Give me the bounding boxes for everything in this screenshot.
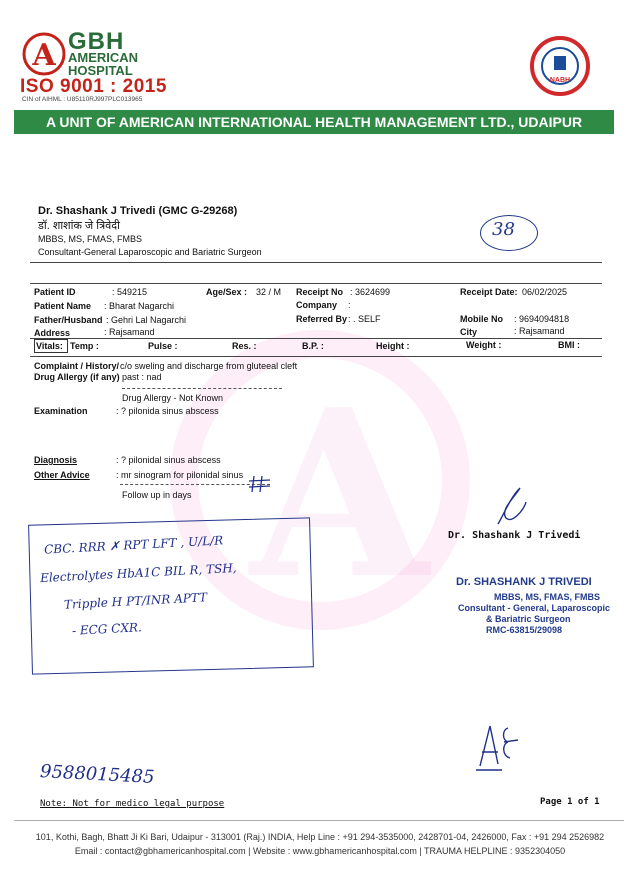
- address: : Rajsamand: [104, 327, 155, 337]
- stamp-designation-2: & Bariatric Surgeon: [486, 614, 571, 624]
- handwritten-line-4: - ECG CXR.: [71, 620, 143, 638]
- divider: [30, 356, 602, 357]
- hospital-logo-icon: [22, 30, 66, 78]
- doctor-name: Dr. Shashank J Trivedi (GMC G-29268): [38, 205, 238, 217]
- handwritten-number: 38: [492, 219, 515, 240]
- advice: : mr sinogram for pilonidal sinus: [116, 470, 244, 480]
- doctor-qualification: MBBS, MS, FMAS, FMBS: [38, 234, 143, 244]
- divider: [30, 262, 602, 263]
- dashed-divider: [122, 388, 282, 389]
- cin-number: CIN of AIHML : U85110RJ997PLC013965: [22, 96, 143, 103]
- handwritten-phone: 9588015485: [39, 761, 156, 788]
- handwritten-initial-icon: [472, 718, 528, 774]
- address-label: Address: [34, 328, 71, 338]
- agesex-label: Age/Sex :: [206, 287, 248, 297]
- vitals-height: Height :: [376, 341, 410, 351]
- city-label: City: [460, 327, 478, 337]
- signature-scribble-icon: [490, 484, 534, 530]
- stamp-designation: Consultant - General, Laparoscopic: [458, 603, 611, 613]
- vitals-bp: B.P. :: [302, 341, 324, 351]
- logo-hospital: HOSPITAL: [68, 63, 133, 78]
- svg-text:NABH: NABH: [549, 77, 571, 84]
- allergy-label: Drug Allergy (if any): [34, 372, 120, 382]
- referred-by: : . SELF: [348, 314, 381, 324]
- receipt-no-label: Receipt No: [296, 287, 344, 297]
- footer-address: 101, Kothi, Bagh, Bhatt Ji Ki Bari, Udaipur - 313001 (Raj.) INDIA, Help Line : +91 294-3535000, 2428701-04, 2426000, Fax : +91 294 2526982: [35, 832, 605, 842]
- advice-label: Other Advice: [34, 470, 90, 480]
- complaint: c/o sweling and discharge from gluteeal cleft: [120, 361, 298, 371]
- referred-label: Referred By: [296, 314, 348, 324]
- iso-certification: ISO 9001 : 2015: [20, 76, 167, 97]
- doctor-hindi-name: डॉ. शाशांक जे त्रिवेदी: [38, 220, 120, 232]
- doctor-signature-typed: Dr. Shashank J Trivedi: [448, 530, 581, 541]
- patient-id: : 549215: [112, 287, 148, 297]
- doctor-designation: Consultant-General Laparoscopic and Bariatric Surgeon: [38, 247, 262, 257]
- vitals-weight: Weight :: [466, 340, 502, 350]
- divider: [30, 338, 602, 339]
- company: :: [348, 300, 351, 310]
- divider: [30, 283, 602, 284]
- mobile-label: Mobile No: [460, 314, 503, 324]
- diagnosis-label: Diagnosis: [34, 455, 78, 465]
- banner: A UNIT OF AMERICAN INTERNATIONAL HEALTH MANAGEMENT LTD., UDAIPUR: [14, 110, 614, 134]
- handwritten-line-3: Tripple H PT/INR APTT: [63, 590, 208, 612]
- svg-text:A: A: [32, 38, 56, 73]
- drug-allergy: Drug Allergy - Not Known: [122, 393, 224, 403]
- watermark-logo: A: [250, 360, 429, 630]
- patient-name-label: Patient Name: [34, 301, 92, 311]
- handwritten-hash-icon: [248, 474, 274, 494]
- vitals-pulse: Pulse :: [148, 341, 178, 351]
- vitals-res: Res. :: [232, 341, 257, 351]
- complaint-label: Complaint / History/: [34, 361, 120, 371]
- follow-up: Follow up in days: [122, 490, 192, 500]
- mobile-no: : 9694094818: [514, 314, 570, 324]
- logo-gbh: GBH: [68, 28, 125, 55]
- examination-label: Examination: [34, 406, 88, 416]
- city: : Rajsamand: [514, 326, 565, 336]
- receipt-date: 06/02/2025: [522, 287, 568, 297]
- legal-note: Note: Not for medico legal purpose: [40, 799, 225, 809]
- stamp-qualification: MBBS, MS, FMAS, FMBS: [494, 592, 600, 602]
- father-label: Father/Husband: [34, 315, 103, 325]
- agesex: 32 / M: [256, 287, 282, 297]
- diagnosis: : ? pilonidal sinus abscess: [116, 455, 221, 465]
- vitals-temp: Temp :: [70, 341, 99, 351]
- stamp-rmc: RMC-63815/29098: [486, 625, 563, 635]
- patient-id-label: Patient ID: [34, 287, 76, 297]
- handwritten-line-2: Electrolytes HbA1C BIL R, TSH,: [39, 560, 237, 586]
- handwritten-line-1: CBC. RRR ✗ RPT LFT , U/L/R: [43, 533, 224, 557]
- past-history: past : nad: [122, 372, 162, 382]
- examination: : ? pilonida sinus abscess: [116, 406, 219, 416]
- nabh-seal-icon: [530, 36, 590, 96]
- receipt-no: : 3624699: [350, 287, 391, 297]
- stamp-doctor-name: Dr. SHASHANK J TRIVEDI: [456, 576, 592, 588]
- footer-contact: Email : contact@gbhamericanhospital.com | Website : www.gbhamericanhospital.com | TRAUMA HELPLINE : 9352304050: [74, 846, 566, 856]
- patient-name: : Bharat Nagarchi: [104, 301, 175, 311]
- company-label: Company: [296, 300, 338, 310]
- receipt-date-label: Receipt Date:: [460, 287, 518, 297]
- vitals-label: Vitals:: [36, 341, 63, 351]
- logo-american: AMERICAN: [68, 50, 139, 65]
- page-number: Page 1 of 1: [540, 797, 600, 807]
- father-name: : Gehri Lal Nagarchi: [106, 315, 187, 325]
- footer-divider: [14, 820, 624, 821]
- vitals-bmi: BMI :: [558, 340, 580, 350]
